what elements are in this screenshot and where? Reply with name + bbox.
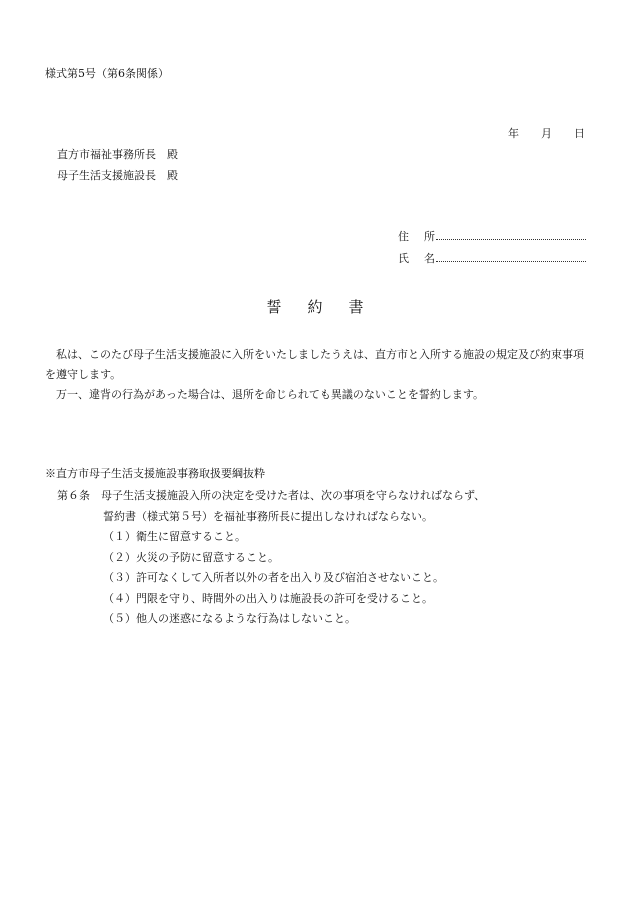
article-line-1: 第６条 母子生活支援施設入所の決定を受けた者は、次の事項を守らなければならず、	[57, 489, 486, 502]
address-field[interactable]	[398, 227, 586, 244]
address-label: 住 所	[398, 230, 437, 243]
article-line-2: 誓約書（様式第５号）を福祉事務所長に提出しなければならない。	[103, 510, 433, 523]
name-label: 氏 名	[398, 252, 437, 265]
rule-list	[103, 529, 444, 632]
address-dotted-line	[436, 227, 586, 240]
pledge-paragraph-2: 万一、違背の行為があった場合は、退所を命じられても異議のないことを誓約します。	[56, 388, 485, 401]
rule-item: （３）許可なくして入所者以外の者を出入り及び宿泊させないこと。	[103, 571, 444, 584]
name-dotted-line	[436, 249, 586, 262]
addressee-welfare-office: 直方市福祉事務所長 殿	[57, 148, 178, 161]
pledge-body	[45, 345, 590, 405]
date-day: 日	[574, 127, 585, 140]
rule-item: （１）衛生に留意すること。	[103, 530, 246, 543]
date-line	[508, 126, 585, 141]
addressee-facility-head: 母子生活支援施設長 殿	[57, 169, 178, 182]
name-field[interactable]	[398, 249, 586, 266]
document-title: 誓約書	[266, 298, 390, 316]
note-heading: ※直方市母子生活支援施設事務取扱要綱抜粋	[45, 467, 265, 480]
rule-item: （２）火災の予防に留意すること。	[103, 550, 279, 564]
pledge-paragraph-1: 私は、このたび母子生活支援施設に入所をいたしましたうえは、直方市と入所する施設の規定及び約束事項を遵守します。	[45, 348, 584, 381]
rule-item: （５）他人の迷惑になるような行為はしないこと。	[103, 612, 356, 625]
form-number: 様式第5号（第6条関係）	[45, 67, 169, 80]
rule-item: （４）門限を守り、時間外の出入りは施設長の許可を受けること。	[103, 591, 433, 605]
date-month: 月	[541, 127, 552, 140]
date-year: 年	[508, 127, 519, 140]
